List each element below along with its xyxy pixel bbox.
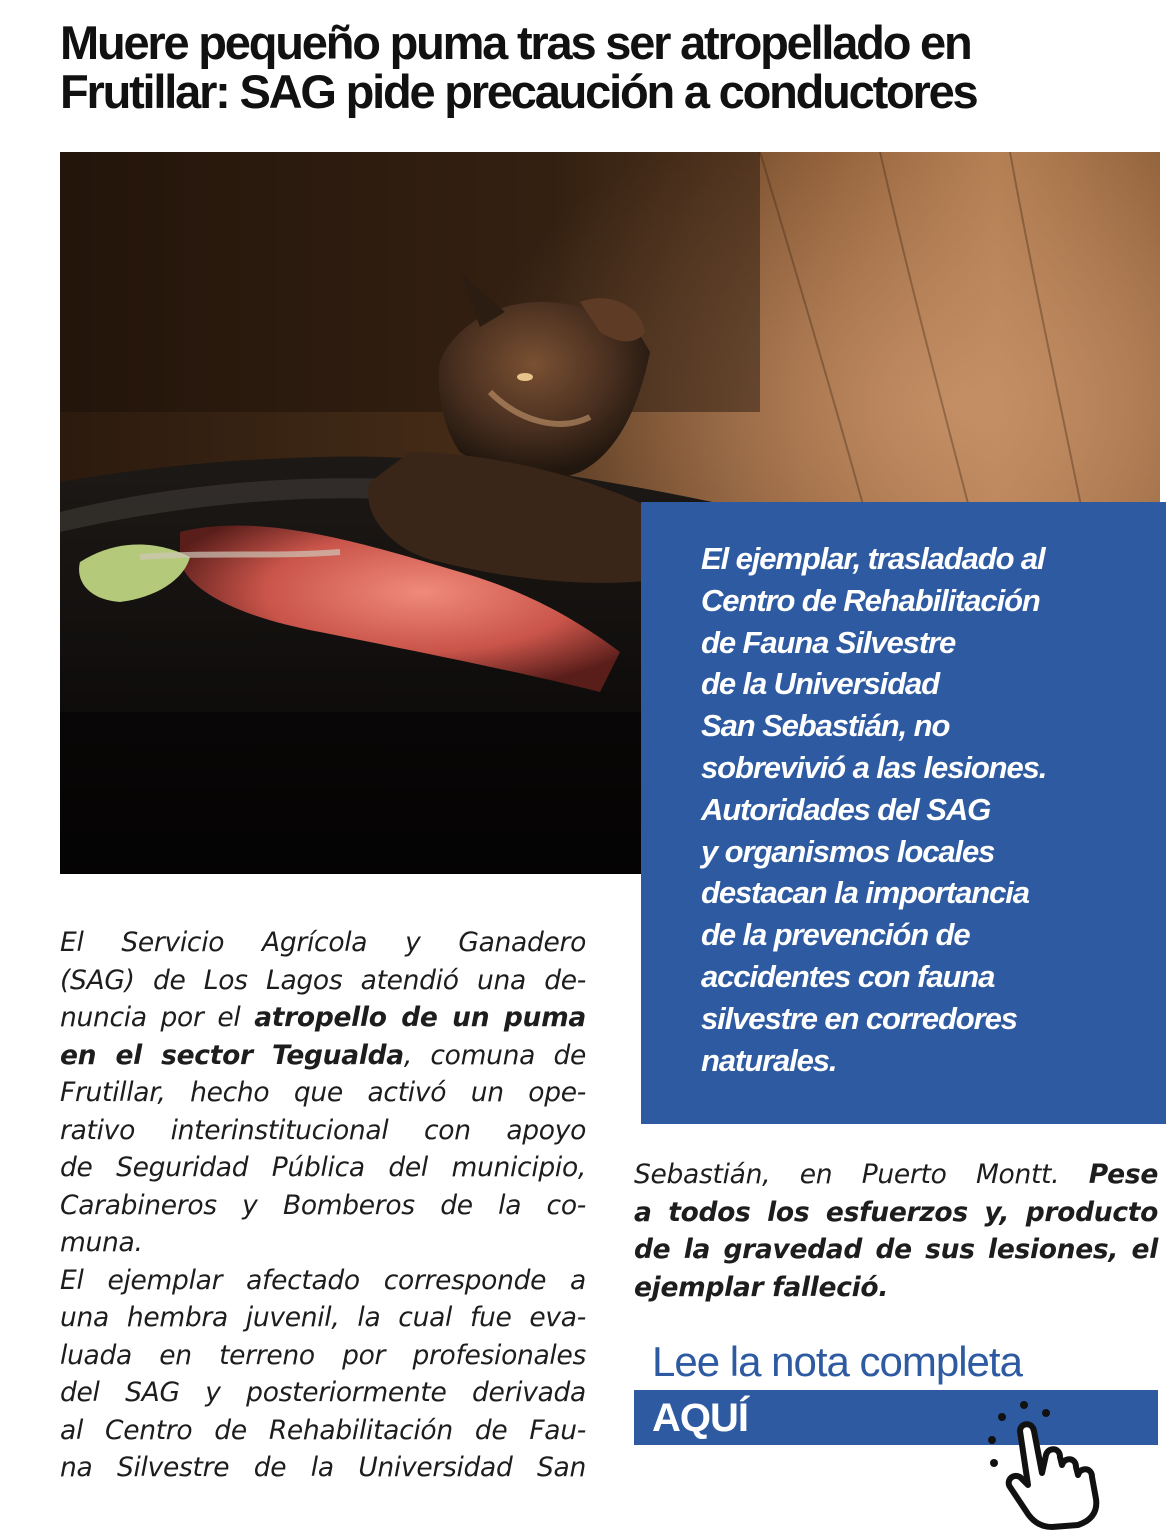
body-emphasis: de la gravedad de sus lesiones, el bbox=[634, 1234, 1158, 1265]
pull-quote-line: de la prevención de bbox=[701, 917, 970, 953]
read-full-note-text: Lee la nota completa bbox=[652, 1338, 1022, 1385]
body-line: El Servicio Agrícola y Ganadero bbox=[60, 927, 586, 958]
pull-quote-line: sobrevivió a las lesiones. bbox=[701, 749, 1047, 785]
body-text: , comuna de bbox=[403, 1039, 586, 1071]
body-line bbox=[634, 1269, 1158, 1307]
body-line: El ejemplar afectado corresponde a bbox=[60, 1264, 586, 1296]
pull-quote-text bbox=[701, 538, 1146, 1081]
headline-line-1: Muere pequeño puma tras ser atropellado en bbox=[60, 16, 971, 69]
body-line: luada en terreno por profesionales bbox=[60, 1339, 586, 1371]
body-line bbox=[634, 1194, 1158, 1232]
body-line bbox=[60, 999, 586, 1037]
body-emphasis: en el sector Tegualda bbox=[60, 1039, 404, 1071]
body-text: nuncia por el bbox=[60, 1002, 255, 1033]
pull-quote-line: de la Universidad bbox=[701, 666, 940, 702]
body-line: una hembra juvenil, la cual fue eva- bbox=[60, 1302, 586, 1333]
pointing-hand-icon[interactable] bbox=[972, 1395, 1147, 1530]
body-line: de Seguridad Pública del municipio, bbox=[60, 1152, 586, 1183]
body-line bbox=[60, 1037, 586, 1075]
pull-quote-line: naturales. bbox=[701, 1042, 837, 1078]
pull-quote-line: El ejemplar, trasladado al bbox=[701, 541, 1045, 576]
body-line: del SAG y posteriormente derivada bbox=[60, 1377, 586, 1408]
body-emphasis: Pese bbox=[1088, 1159, 1158, 1190]
article-headline bbox=[60, 18, 1160, 116]
body-line: rativo interinstitucional con apoyo bbox=[60, 1114, 586, 1146]
body-line: (SAG) de Los Lagos atendió una de- bbox=[60, 964, 586, 996]
pull-quote-line: Autoridades del SAG bbox=[701, 791, 991, 827]
pull-quote-line: de Fauna Silvestre bbox=[701, 624, 956, 660]
pull-quote bbox=[641, 502, 1166, 1124]
body-line: al Centro de Rehabilitación de Fau- bbox=[60, 1414, 586, 1446]
read-here-label: AQUÍ bbox=[652, 1396, 748, 1440]
pull-quote-line: silvestre en corredores bbox=[701, 1000, 1017, 1036]
body-text: Sebastián, en Puerto Montt. bbox=[634, 1159, 1089, 1190]
pull-quote-line: y organismos locales bbox=[701, 833, 995, 869]
body-emphasis: ejemplar falleció. bbox=[634, 1271, 889, 1303]
body-line bbox=[634, 1231, 1158, 1269]
headline-line-2: Frutillar: SAG pide precaución a conductores bbox=[60, 65, 977, 118]
pull-quote-line: San Sebastián, no bbox=[701, 708, 950, 744]
body-line: Frutillar, hecho que activó un ope- bbox=[60, 1077, 586, 1108]
pull-quote-line: accidentes con fauna bbox=[701, 958, 995, 994]
pull-quote-line: destacan la importancia bbox=[701, 875, 1029, 911]
body-line: muna. bbox=[60, 1227, 143, 1258]
body-line: na Silvestre de la Universidad San bbox=[60, 1452, 586, 1483]
body-line: Carabineros y Bomberos de la co- bbox=[60, 1189, 586, 1221]
article-body-left bbox=[60, 924, 586, 1487]
article-body-right bbox=[634, 1156, 1158, 1306]
pull-quote-line: Centro de Rehabilitación bbox=[701, 582, 1040, 618]
body-line bbox=[634, 1156, 1158, 1194]
body-emphasis: atropello de un puma bbox=[254, 1002, 586, 1033]
body-emphasis: a todos los esfuerzos y, producto bbox=[634, 1196, 1158, 1228]
